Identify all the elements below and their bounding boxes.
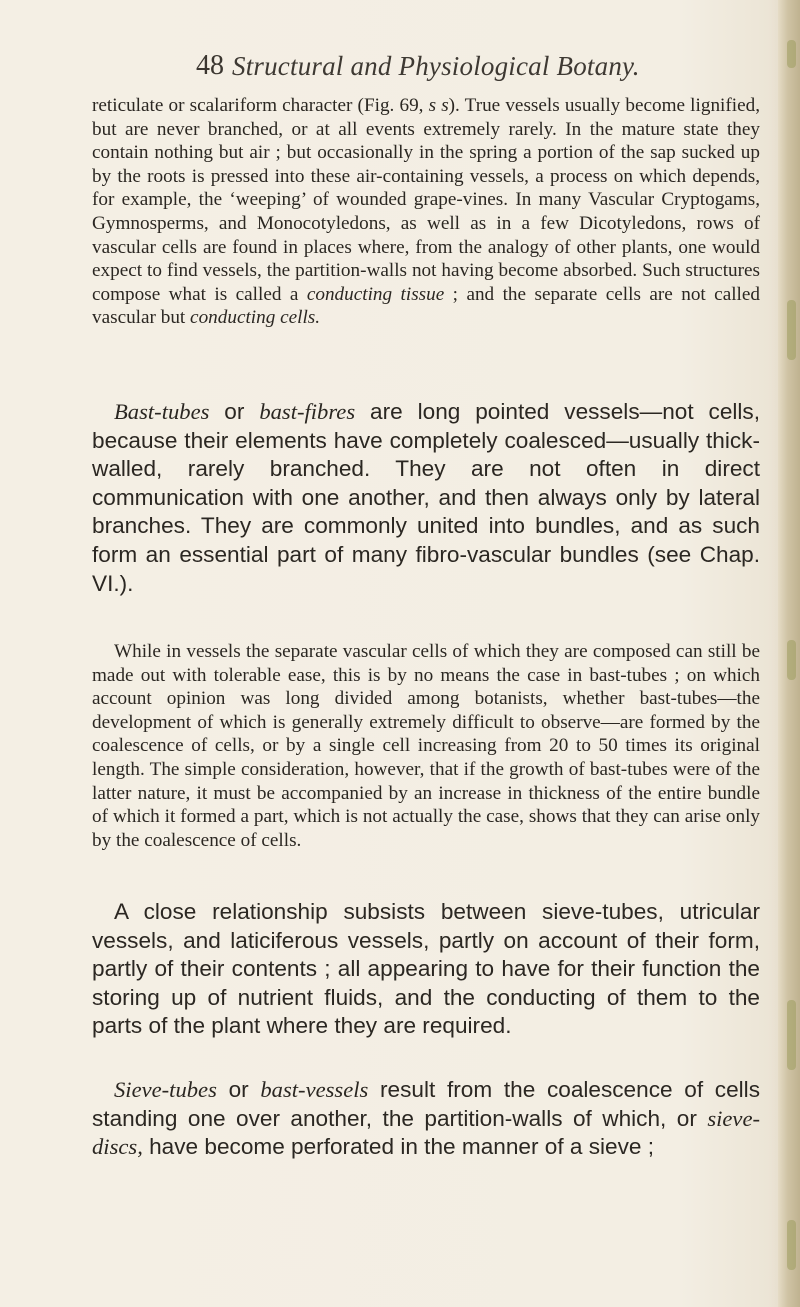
running-head (0, 50, 800, 90)
text-run: result from the coalescence of cells standing one over another, the partition-walls of which, or (92, 1077, 760, 1131)
term-bast-fibres: bast-fibres (259, 399, 356, 424)
term-bast-tubes: Bast-tubes (114, 399, 210, 424)
term-conducting-tissue: conducting tissue (306, 283, 445, 305)
page-number: 48 (196, 50, 224, 81)
paragraph-bast-development (92, 640, 760, 852)
text-run: reticulate or scalariform character (Fig. 69, (92, 95, 429, 116)
text-run: While in vessels the separate vascular cells of which they are composed can still be made out with tolerable ease, this is by no means the case in bast-tubes ; on which account opinion was long divided among botanists, whether bast-tubes—the development of which is generally extremely difficult to observe—are formed by the coalescence of cells, or by a single cell increasing from 20 to 50 times its original length. The simple consideration, however, that if the growth of bast-tubes were of the latter nature, it must be accompanied by an increase in thickness of the entire bundle of which it formed a part, which is not actually the case, shows that they can arise only by the coalescence of cells. (92, 641, 760, 851)
paragraph-vessels-continued (92, 94, 760, 330)
page-edge (778, 0, 800, 1307)
term-conducting-cells: conducting cells. (190, 307, 321, 329)
paragraph-sieve-tubes (92, 1076, 760, 1162)
figure-label: s s (428, 95, 449, 116)
running-title: Structural and Physiological Botany. (232, 51, 640, 81)
text-run: A close relationship subsists between sieve-tubes, utricular vessels, and laticiferous vessels, partly on account of their form, partly of their contents ; all appearing to have for their function the storing up of nutrient fluids, and the conducting of them to the parts of the plant where they are required. (92, 899, 760, 1039)
text-run: or (209, 399, 260, 424)
paragraph-sieve-tube-relationship (92, 898, 760, 1041)
term-sieve-tubes: Sieve-tubes (114, 1077, 217, 1102)
text-run: have become perforated in the manner of a sieve ; (142, 1134, 655, 1160)
text-run: ; and the separate cells are not called vascular but (92, 283, 760, 329)
text-run: or (216, 1077, 261, 1102)
text-run: ). True vessels usually become lignified, but are never branched, or at all events extremely rarely. In the mature state they contain nothing but air ; but occasionally in the spring a portion of the sap sucked up by the roots is pressed into these air-containing vessels, a process on which depends, for example, the ‘weeping’ of wounded grape-vines. In many Vascular Cryptogams, Gymnosperms, and Monocotyledons, as well as in a few Dicotyledons, rows of vascular cells are found in places where, from the analogy of other plants, one would expect to find vessels, the partition-walls not having become absorbed. Such structures compose what is called a (92, 95, 760, 305)
term-sieve-discs: sieve-discs, (92, 1105, 760, 1160)
term-bast-vessels: bast-vessels (260, 1077, 369, 1102)
paragraph-bast-tubes (92, 398, 760, 598)
text-run: are long pointed vessels—not cells, because their elements have completely coalesced—usually thick-walled, rarely branched. They are not often in direct communication with one another, and then always only by lateral branches. They are commonly united into bundles, and as such form an essential part of many fibro-vascular bundles (see Chap. VI.). (92, 399, 760, 596)
